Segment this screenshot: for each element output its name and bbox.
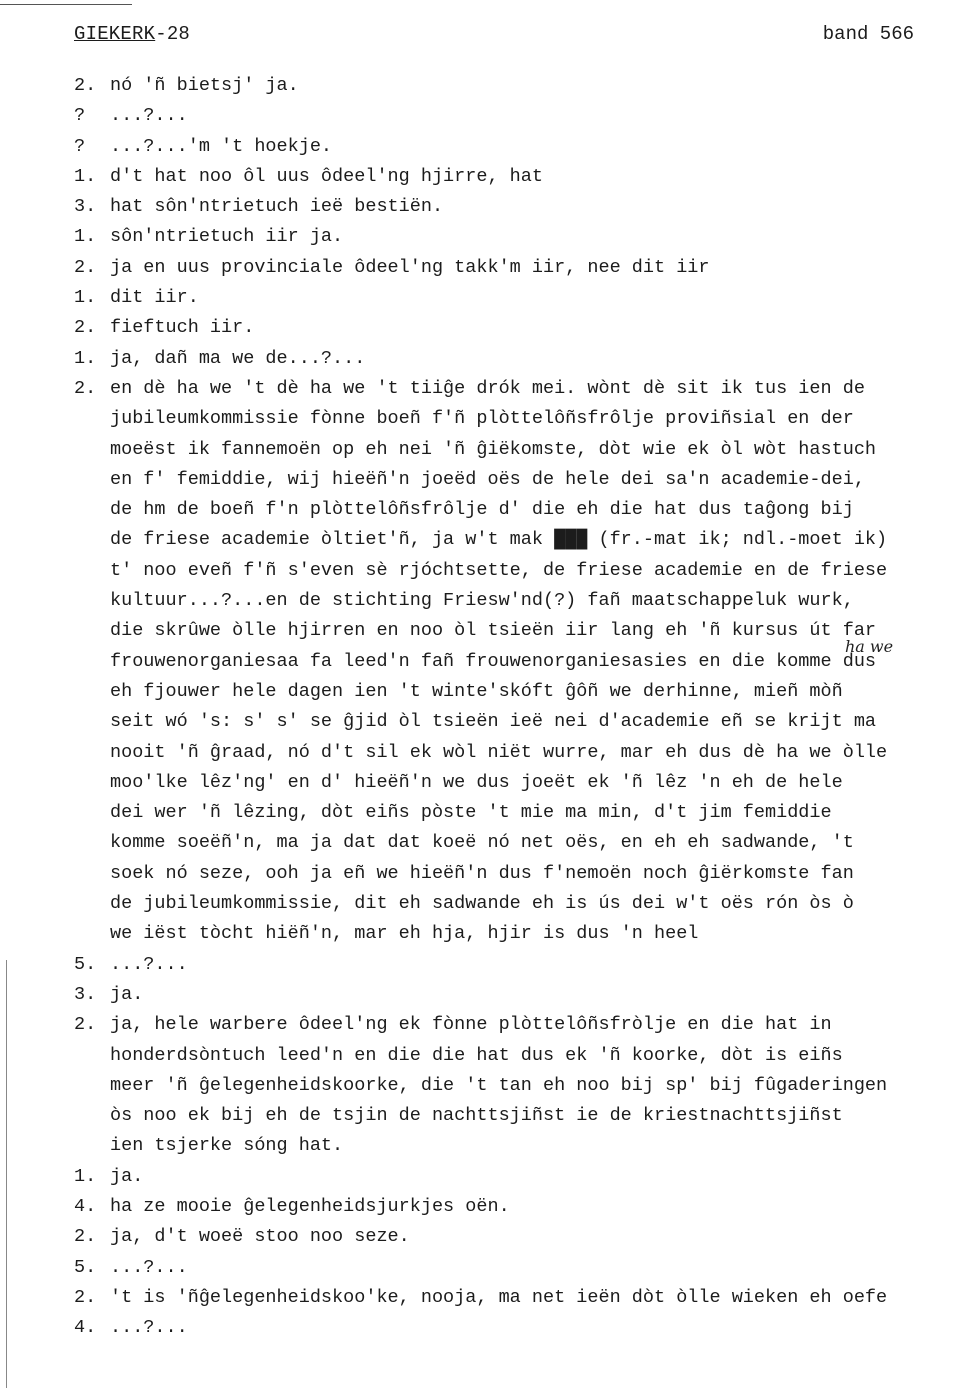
line-text: jubileumkommissie fònne boeñ f'ñ plòttelôñsfrôlje proviñsial en der — [110, 408, 854, 430]
line-text: eh fjouwer hele dagen ien 't winte'skóft ĝôñ we derhinne, mieñ mòñ — [110, 680, 843, 702]
line-text: seit wó 's: s' s' se ĝjid òl tsieën ieë nei d'academie eñ se krijt ma — [110, 711, 877, 733]
line-text: honderdsòntuch leed'n en die die hat dus ek 'ñ koorke, dòt is eiñs — [110, 1044, 843, 1066]
transcript-line — [74, 374, 969, 404]
transcript-line — [74, 283, 969, 313]
transcript-line — [74, 1253, 969, 1283]
line-text: de jubileumkommissie, dit eh sadwande eh is ús dei w't oës rón òs ò — [110, 893, 854, 915]
line-text: ja, d't woeë stoo noo seze. — [110, 1226, 410, 1248]
transcript-line — [74, 647, 969, 677]
speaker-number — [74, 1041, 110, 1071]
line-text: 't is 'ñĝelegenheidskoo'ke, nooja, ma net ieën dòt òlle wieken eh oefe — [110, 1286, 888, 1308]
transcript-line — [74, 192, 969, 222]
transcript-line — [74, 556, 969, 586]
speaker-number — [74, 495, 110, 525]
transcript-line — [74, 1010, 969, 1040]
speaker-number: 2. — [74, 377, 97, 399]
line-text: ja. — [110, 983, 144, 1005]
transcript-line — [74, 525, 969, 555]
transcript-line — [74, 132, 969, 162]
transcript-line — [74, 1222, 969, 1252]
transcript-line — [74, 253, 969, 283]
speaker-number — [74, 647, 110, 677]
transcript-line — [74, 162, 969, 192]
speaker-number — [74, 616, 110, 646]
page-header — [74, 20, 924, 48]
line-text: fieftuch iir. — [110, 317, 255, 339]
speaker-number: 3. — [74, 983, 97, 1005]
speaker-number: 2. — [74, 317, 97, 339]
line-text: en dè ha we 't dè ha we 't tiiĝe drók mei. wònt dè sit ik tus ien de — [110, 377, 865, 399]
transcript-line — [74, 707, 969, 737]
transcript-line — [74, 1313, 969, 1343]
transcript-line — [74, 313, 969, 343]
transcript-line — [74, 1162, 969, 1192]
line-text: d't hat noo ôl uus ôdeel'ng hjirre, hat — [110, 165, 543, 187]
line-text: komme soeëñ'n, ma ja dat dat koeë nó net oës, en eh eh sadwande, 't — [110, 832, 854, 854]
line-text: frouwenorganiesaa fa leed'n fañ frouwenorganiesasies en die komme dus — [110, 650, 877, 672]
location-label — [74, 20, 190, 48]
speaker-number: 1. — [74, 347, 97, 369]
transcript-line — [74, 950, 969, 980]
transcript-line — [74, 616, 969, 646]
transcript-line — [74, 1131, 969, 1161]
line-text: ...?... — [110, 105, 188, 127]
speaker-number — [74, 465, 110, 495]
speaker-number — [74, 556, 110, 586]
transcript-line — [74, 465, 969, 495]
line-text: ja. — [110, 1165, 144, 1187]
margin-rule — [6, 960, 7, 1388]
line-text: die skrûwe òlle hjirren en noo òl tsieën iir lang eh 'ñ kursus út far — [110, 620, 877, 642]
speaker-number: 1. — [74, 165, 97, 187]
line-text: ...?... — [110, 953, 188, 975]
speaker-number — [74, 919, 110, 949]
speaker-number — [74, 677, 110, 707]
speaker-number: ? — [74, 135, 86, 157]
transcript-line — [74, 828, 969, 858]
transcript-line — [74, 101, 969, 131]
speaker-number: 4. — [74, 1317, 97, 1339]
line-text: meer 'ñ ĝelegenheidskoorke, die 't tan eh noo bij sp' bij fûgaderingen — [110, 1074, 888, 1096]
transcript-line — [74, 798, 969, 828]
transcript-line — [74, 677, 969, 707]
line-text: nooit 'ñ ĝraad, nó d't sil ek wòl niët wurre, mar eh dus dè ha we òlle — [110, 741, 888, 763]
speaker-number — [74, 859, 110, 889]
transcript-line — [74, 71, 969, 101]
line-text: de hm de boeñ f'n plòttelôñsfrôlje d' die eh die hat dus taĝong bij — [110, 499, 854, 521]
speaker-number: 2. — [74, 1014, 97, 1036]
speaker-number — [74, 404, 110, 434]
speaker-number: 2. — [74, 75, 97, 96]
speaker-number: 3. — [74, 196, 97, 218]
line-text: ja en uus provinciale ôdeel'ng takk'm iir, nee dit iir — [110, 256, 710, 278]
speaker-number — [74, 707, 110, 737]
transcript-line — [74, 344, 969, 374]
line-text: we iëst tòcht hiëñ'n, mar eh hja, hjir is dus 'n heel — [110, 923, 699, 945]
speaker-number: 2. — [74, 1226, 97, 1248]
transcript-line — [74, 495, 969, 525]
transcript-line — [74, 768, 969, 798]
line-text: òs noo ek bij eh de tsjin de nachttsjiñst ie de kriestnachttsjiñst — [110, 1105, 843, 1127]
transcript-line — [74, 980, 969, 1010]
speaker-number: 2. — [74, 1286, 97, 1308]
speaker-number: 1. — [74, 226, 97, 248]
line-text: dit iir. — [110, 287, 199, 309]
speaker-number — [74, 435, 110, 465]
transcript-body — [74, 71, 969, 1343]
speaker-number — [74, 738, 110, 768]
speaker-number: 5. — [74, 1256, 97, 1278]
speaker-number: 5. — [74, 953, 97, 975]
transcript-line — [74, 435, 969, 465]
transcript-line — [74, 859, 969, 889]
line-text: ien tsjerke sóng hat. — [110, 1135, 344, 1157]
line-text: nó 'ñ bietsj' ja. — [110, 75, 299, 96]
transcript-line — [74, 1192, 969, 1222]
line-text: kultuur...?...en de stichting Friesw'nd(?) fañ maatschappeluk wurk, — [110, 590, 854, 612]
band-label: band 566 — [822, 23, 914, 45]
line-text: ...?... — [110, 1317, 188, 1339]
location-number: -28 — [155, 23, 191, 45]
line-text: de friese academie òltiet'ñ, ja w't mak ███ (fr.-mat ik; ndl.-moet ik) — [110, 529, 888, 551]
transcript-line — [74, 1071, 969, 1101]
line-text: soek nó seze, ooh ja eñ we hieëñ'n dus f'nemoën noch ĝiërkomste fan — [110, 862, 854, 884]
line-text: en f' femiddie, wij hieëñ'n joeëd oës de hele dei sa'n academie-dei, — [110, 468, 865, 490]
line-text: sôn'ntrietuch iir ja. — [110, 226, 344, 248]
transcript-line — [74, 889, 969, 919]
speaker-number — [74, 768, 110, 798]
transcript-line — [74, 919, 969, 949]
speaker-number — [74, 1131, 110, 1161]
transcript-line — [74, 222, 969, 252]
line-text: ha ze mooie ĝelegenheidsjurkjes oën. — [110, 1195, 510, 1217]
header-rule — [0, 4, 132, 5]
transcript-line — [74, 404, 969, 434]
line-text: t' noo eveñ f'ñ s'even sè rjóchtsette, de friese academie en de friese — [110, 559, 888, 581]
line-text: ja, dañ ma we de...?... — [110, 347, 366, 369]
transcript-line — [74, 586, 969, 616]
line-text: ...?...'m 't hoekje. — [110, 135, 333, 157]
speaker-number — [74, 586, 110, 616]
speaker-number: ? — [74, 105, 86, 127]
line-text: moeëst ik fannemoën op eh nei 'ñ ĝiëkomste, dòt wie ek òl wòt hastuch — [110, 438, 877, 460]
speaker-number: 1. — [74, 1165, 97, 1187]
speaker-number — [74, 889, 110, 919]
location-name: GIEKERK — [74, 23, 156, 45]
speaker-number: 1. — [74, 287, 97, 309]
speaker-number — [74, 828, 110, 858]
transcript-line — [74, 1283, 969, 1313]
speaker-number: 2. — [74, 256, 97, 278]
speaker-number — [74, 1071, 110, 1101]
speaker-number: 4. — [74, 1195, 97, 1217]
line-text: ja, hele warbere ôdeel'ng ek fònne plòttelôñsfròlje en die hat in — [110, 1014, 832, 1036]
line-text: dei wer 'ñ lêzing, dòt eiñs pòste 't mie ma min, d't jim femiddie — [110, 802, 832, 824]
transcript-line — [74, 1041, 969, 1071]
handwritten-annotation: ha we — [845, 637, 894, 656]
speaker-number — [74, 525, 110, 555]
speaker-number — [74, 1101, 110, 1131]
speaker-number — [74, 798, 110, 828]
transcript-line — [74, 738, 969, 768]
transcript-line — [74, 1101, 969, 1131]
line-text: moo'lke lêz'ng' en d' hieëñ'n we dus joeët ek 'ñ lêz 'n eh de hele — [110, 771, 843, 793]
line-text: hat sôn'ntrietuch ieë bestiën. — [110, 196, 444, 218]
line-text: ...?... — [110, 1256, 188, 1278]
